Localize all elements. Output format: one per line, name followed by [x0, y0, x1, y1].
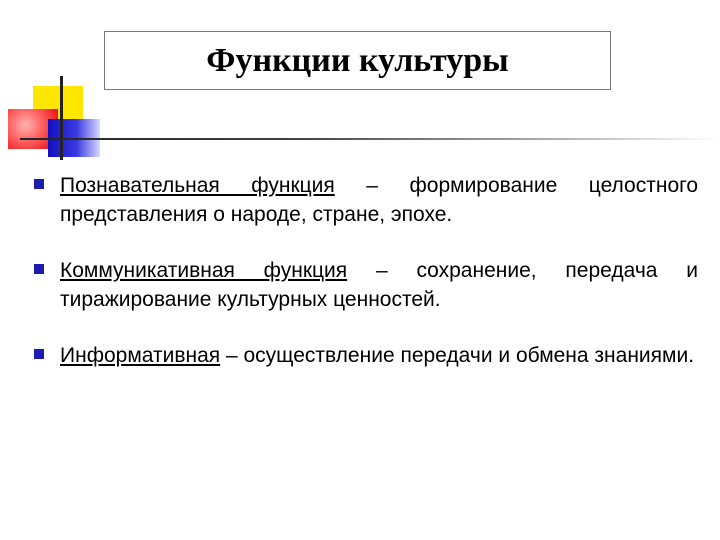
- square-bullet-icon: [34, 179, 44, 189]
- list-item-text: [60, 256, 698, 314]
- list-item: [34, 171, 698, 229]
- slide-title: Функции культуры: [206, 41, 509, 79]
- list-item: [34, 256, 698, 314]
- list-item-text: [60, 341, 698, 370]
- title-divider-line: [20, 138, 720, 140]
- item-term: Коммуникативная функция: [60, 259, 348, 282]
- decor-vertical-line: [60, 76, 63, 160]
- square-bullet-icon: [34, 264, 44, 274]
- title-box: [104, 31, 611, 90]
- item-term: Информативная: [60, 344, 221, 367]
- bullet-list: [34, 171, 698, 370]
- list-item-text: [60, 171, 698, 229]
- item-description: – осуществление передачи и обмена знаниями.: [220, 344, 695, 367]
- list-item: [34, 341, 698, 370]
- item-term: Познавательная функция: [60, 174, 335, 197]
- item-description: – сохранение, передача и тиражирование культурных ценностей.: [60, 259, 698, 311]
- item-description: – формирование целостного представления о народе, стране, эпохе.: [60, 174, 698, 226]
- square-bullet-icon: [34, 349, 44, 359]
